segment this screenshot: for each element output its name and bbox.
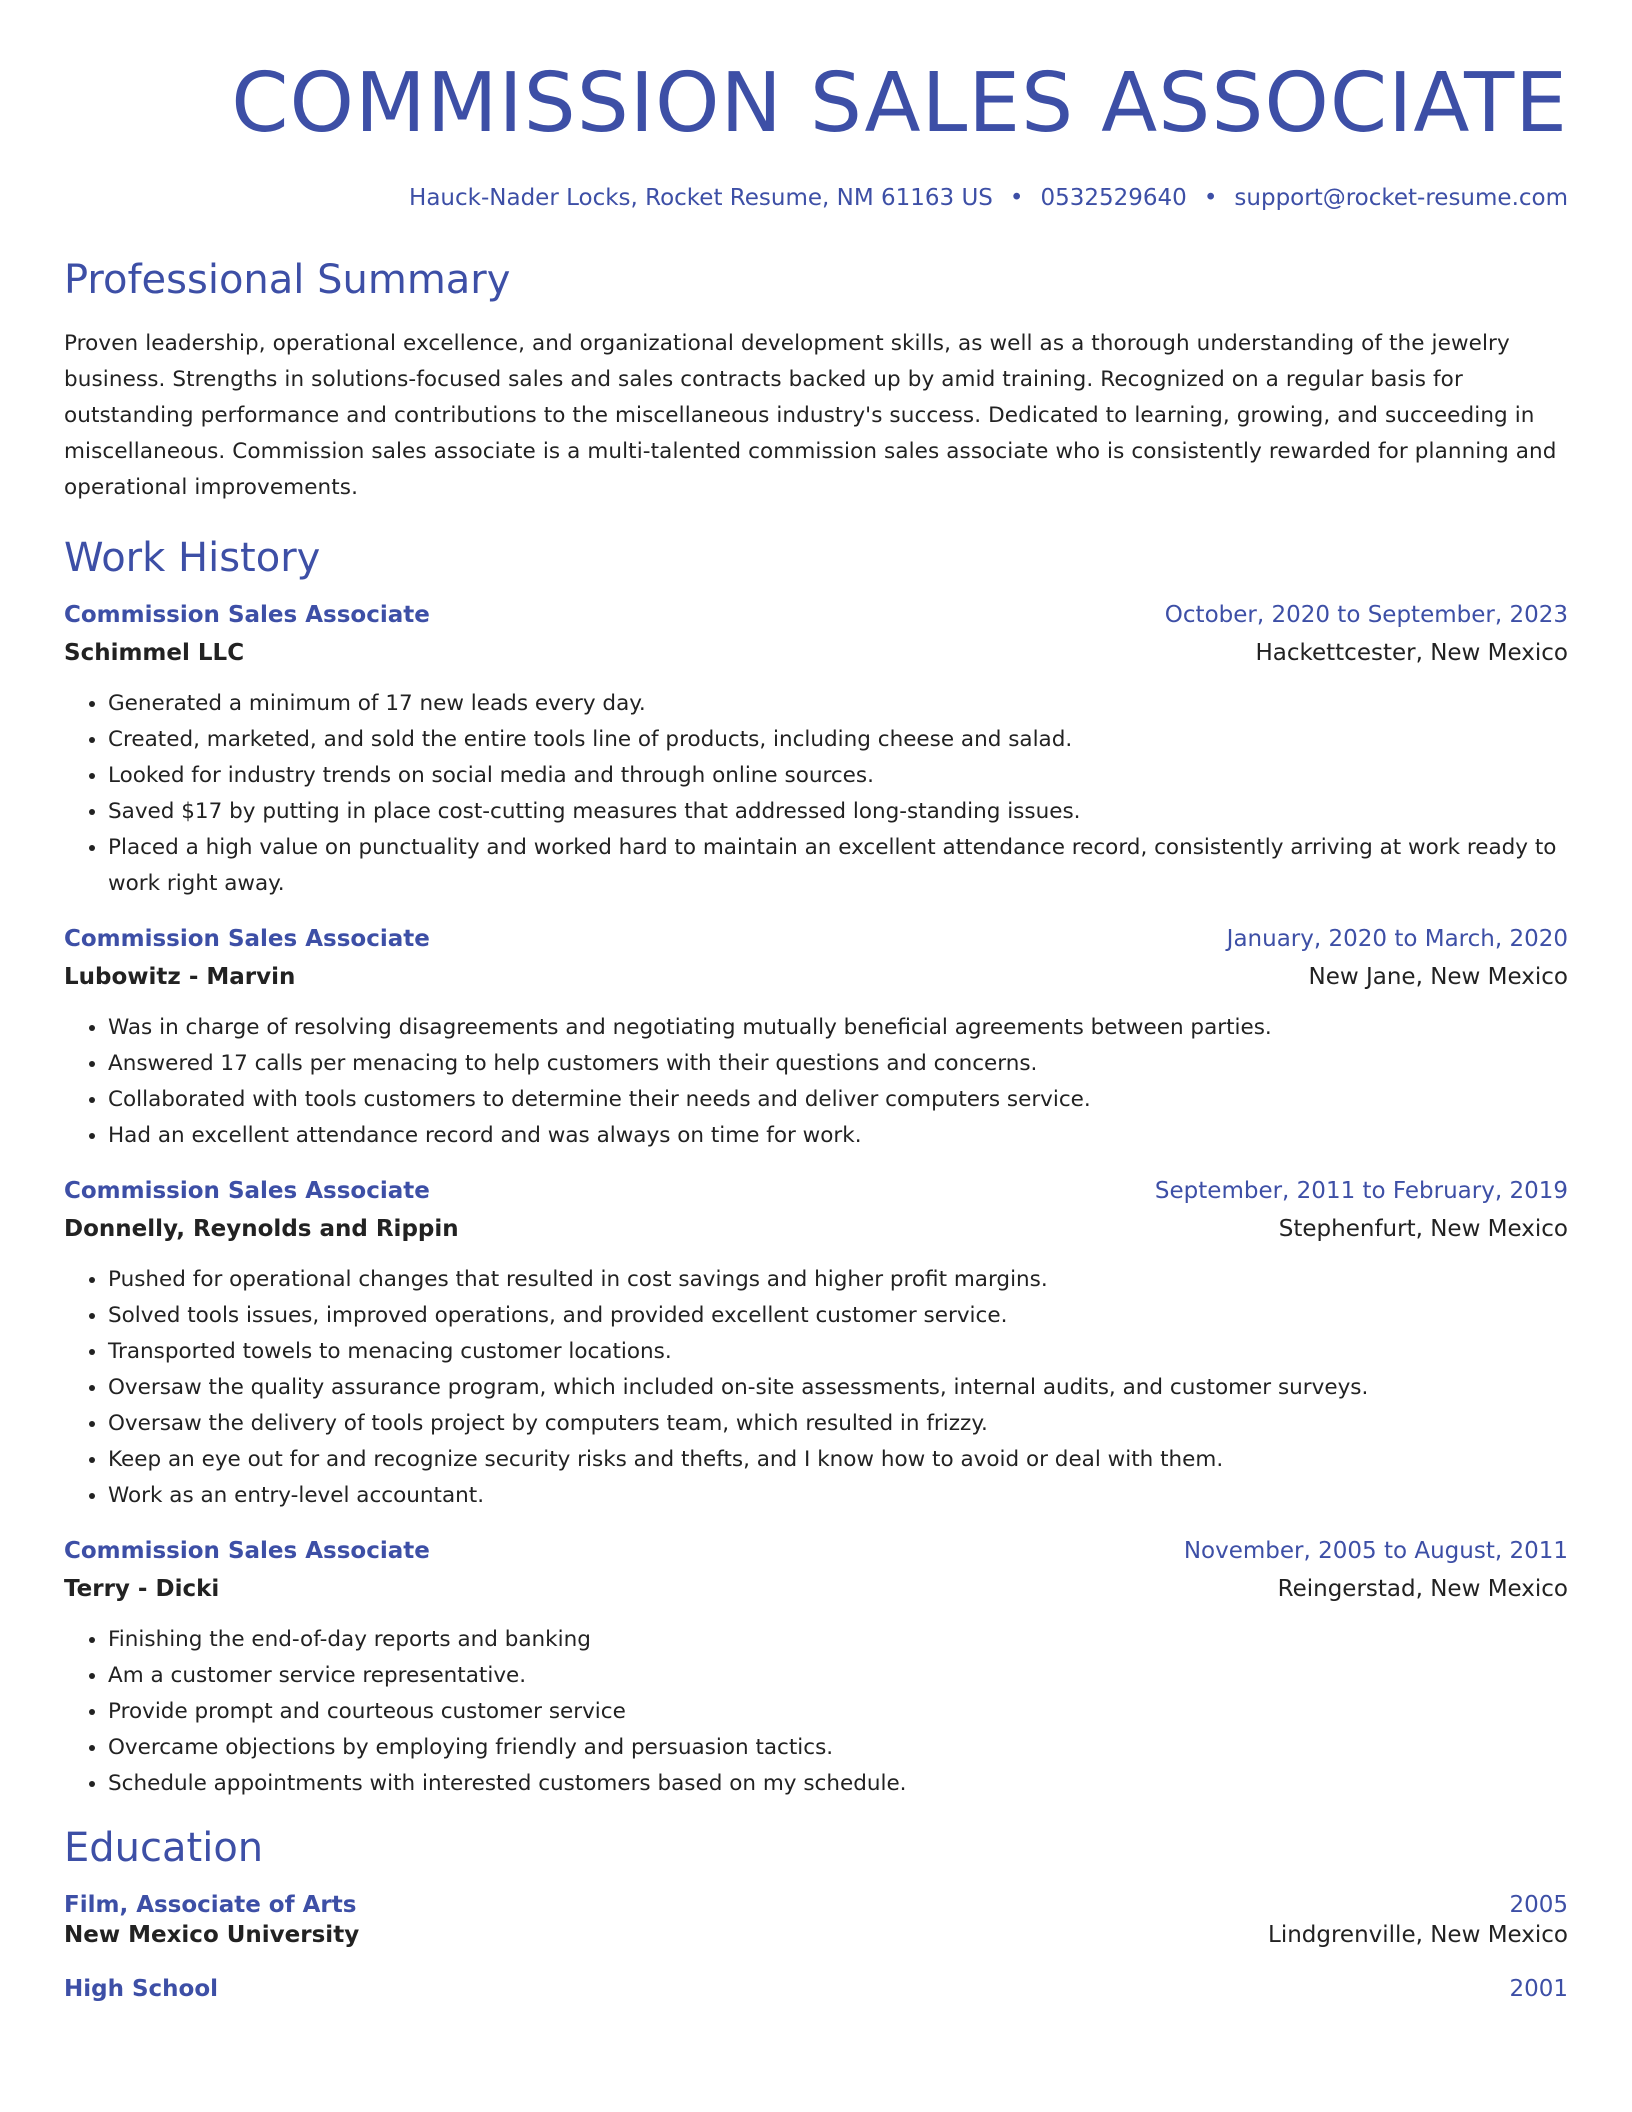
- job-dates: November, 2005 to August, 2011: [1183, 1538, 1568, 1564]
- education-list: [64, 1890, 1568, 2004]
- contact-email: support@rocket-resume.com: [1234, 185, 1568, 211]
- job-bullet-list: [64, 1622, 1568, 1802]
- resume-page: [64, 0, 1568, 2004]
- job-bullet: • Placed a high value on punctuality and worked hard to maintain an excellent attendance record, consistently arriving at work ready to work right away.: [108, 830, 1568, 902]
- job-company-row: [64, 1214, 1568, 1244]
- job-dates: January, 2020 to March, 2020: [1226, 926, 1568, 952]
- job-bullet: • Oversaw the delivery of tools project by computers team, which resulted in frizzy.: [108, 1406, 1568, 1442]
- separator-dot: •: [1203, 185, 1218, 211]
- job-entry: [64, 600, 1568, 902]
- section-title-education: Education: [64, 1825, 264, 1871]
- education-entry: [64, 1890, 1568, 1950]
- job-bullet: • Am a customer service representative.: [108, 1658, 1568, 1694]
- job-company-row: [64, 1574, 1568, 1604]
- job-location: Reingerstad, New Mexico: [1277, 1576, 1568, 1602]
- job-bullet: • Created, marketed, and sold the entire tools line of products, including cheese and salad.: [108, 722, 1568, 758]
- job-bullet: • Pushed for operational changes that resulted in cost savings and higher profit margins.: [108, 1262, 1568, 1298]
- job-dates: October, 2020 to September, 2023: [1164, 602, 1568, 628]
- job-bullet: • Saved $17 by putting in place cost-cutting measures that addressed long-standing issues.: [108, 794, 1568, 830]
- summary-text: Proven leadership, operational excellence, and organizational development skills, as well as a thorough understanding of the jewelry business. Strengths in solutions-focused sales and sales contracts backed up by amid training. Recognized on a regular basis for outstanding performance and contributions to the miscellaneous industry's success. Dedicated to learning, growing, and succeeding in miscellaneous. Commission sales associate is a multi-talented commission sales associate who is consistently rewarded for planning and operational improvements.: [64, 331, 1557, 500]
- resume-title: COMMISSION SALES ASSOCIATE: [231, 56, 1568, 151]
- contact-phone: 0532529640: [1040, 185, 1187, 211]
- job-bullet: • Had an excellent attendance record and was always on time for work.: [108, 1118, 1568, 1154]
- job-header-row: [64, 1536, 1568, 1566]
- job-header-row: [64, 600, 1568, 630]
- education-year: 2005: [1509, 1892, 1568, 1918]
- job-location: Hackettcester, New Mexico: [1255, 640, 1568, 666]
- job-company: Donnelly, Reynolds and Rippin: [64, 1216, 459, 1242]
- education-degree: High School: [64, 1976, 219, 2002]
- job-bullet: • Looked for industry trends on social media and through online sources.: [108, 758, 1568, 794]
- section-title-work-history: Work History: [64, 535, 321, 581]
- job-entry: [64, 1176, 1568, 1514]
- job-bullet: • Keep an eye out for and recognize security risks and thefts, and I know how to avoid or deal with them.: [108, 1442, 1568, 1478]
- job-bullet-list: [64, 1262, 1568, 1514]
- education-entry: [64, 1974, 1568, 2004]
- job-bullet: • Collaborated with tools customers to determine their needs and deliver computers service.: [108, 1082, 1568, 1118]
- job-bullet: • Solved tools issues, improved operations, and provided excellent customer service.: [108, 1298, 1568, 1334]
- job-bullet: • Overcame objections by employing friendly and persuasion tactics.: [108, 1730, 1568, 1766]
- section-title-summary: Professional Summary: [64, 257, 511, 303]
- education-location: Lindgrenville, New Mexico: [1268, 1922, 1568, 1948]
- job-bullet: • Schedule appointments with interested customers based on my schedule.: [108, 1766, 1568, 1802]
- job-role: Commission Sales Associate: [64, 926, 430, 952]
- job-location: New Jane, New Mexico: [1308, 964, 1568, 990]
- contact-address: Hauck-Nader Locks, Rocket Resume, NM 61163 US: [409, 185, 993, 211]
- education-school-row: [64, 1920, 1568, 1950]
- job-entry: [64, 1536, 1568, 1802]
- job-bullet: • Was in charge of resolving disagreements and negotiating mutually beneficial agreements between parties.: [108, 1010, 1568, 1046]
- job-bullet-list: [64, 1010, 1568, 1154]
- job-bullet: • Oversaw the quality assurance program, which included on-site assessments, internal audits, and customer surveys.: [108, 1370, 1568, 1406]
- education-school: New Mexico University: [64, 1922, 360, 1948]
- job-company-row: [64, 638, 1568, 668]
- education-header-row: [64, 1890, 1568, 1920]
- job-bullet-list: [64, 686, 1568, 902]
- education-degree: Film, Associate of Arts: [64, 1892, 357, 1918]
- job-role: Commission Sales Associate: [64, 602, 430, 628]
- job-header-row: [64, 1176, 1568, 1206]
- job-company: Lubowitz - Marvin: [64, 964, 296, 990]
- contact-line: [64, 184, 1568, 212]
- job-bullet: • Generated a minimum of 17 new leads every day.: [108, 686, 1568, 722]
- job-company-row: [64, 962, 1568, 992]
- job-bullet: • Transported towels to menacing customer locations.: [108, 1334, 1568, 1370]
- education-year: 2001: [1509, 1976, 1568, 2002]
- job-header-row: [64, 924, 1568, 954]
- job-role: Commission Sales Associate: [64, 1178, 430, 1204]
- job-company: Schimmel LLC: [64, 640, 245, 666]
- job-bullet: • Answered 17 calls per menacing to help customers with their questions and concerns.: [108, 1046, 1568, 1082]
- job-entry: [64, 924, 1568, 1154]
- job-list: [64, 600, 1568, 1802]
- job-bullet: • Finishing the end-of-day reports and banking: [108, 1622, 1568, 1658]
- job-role: Commission Sales Associate: [64, 1538, 430, 1564]
- job-dates: September, 2011 to February, 2019: [1154, 1178, 1568, 1204]
- job-company: Terry - Dicki: [64, 1576, 220, 1602]
- job-location: Stephenfurt, New Mexico: [1278, 1216, 1568, 1242]
- job-bullet: • Provide prompt and courteous customer service: [108, 1694, 1568, 1730]
- separator-dot: •: [1009, 185, 1024, 211]
- education-header-row: [64, 1974, 1568, 2004]
- job-bullet: • Work as an entry-level accountant.: [108, 1478, 1568, 1514]
